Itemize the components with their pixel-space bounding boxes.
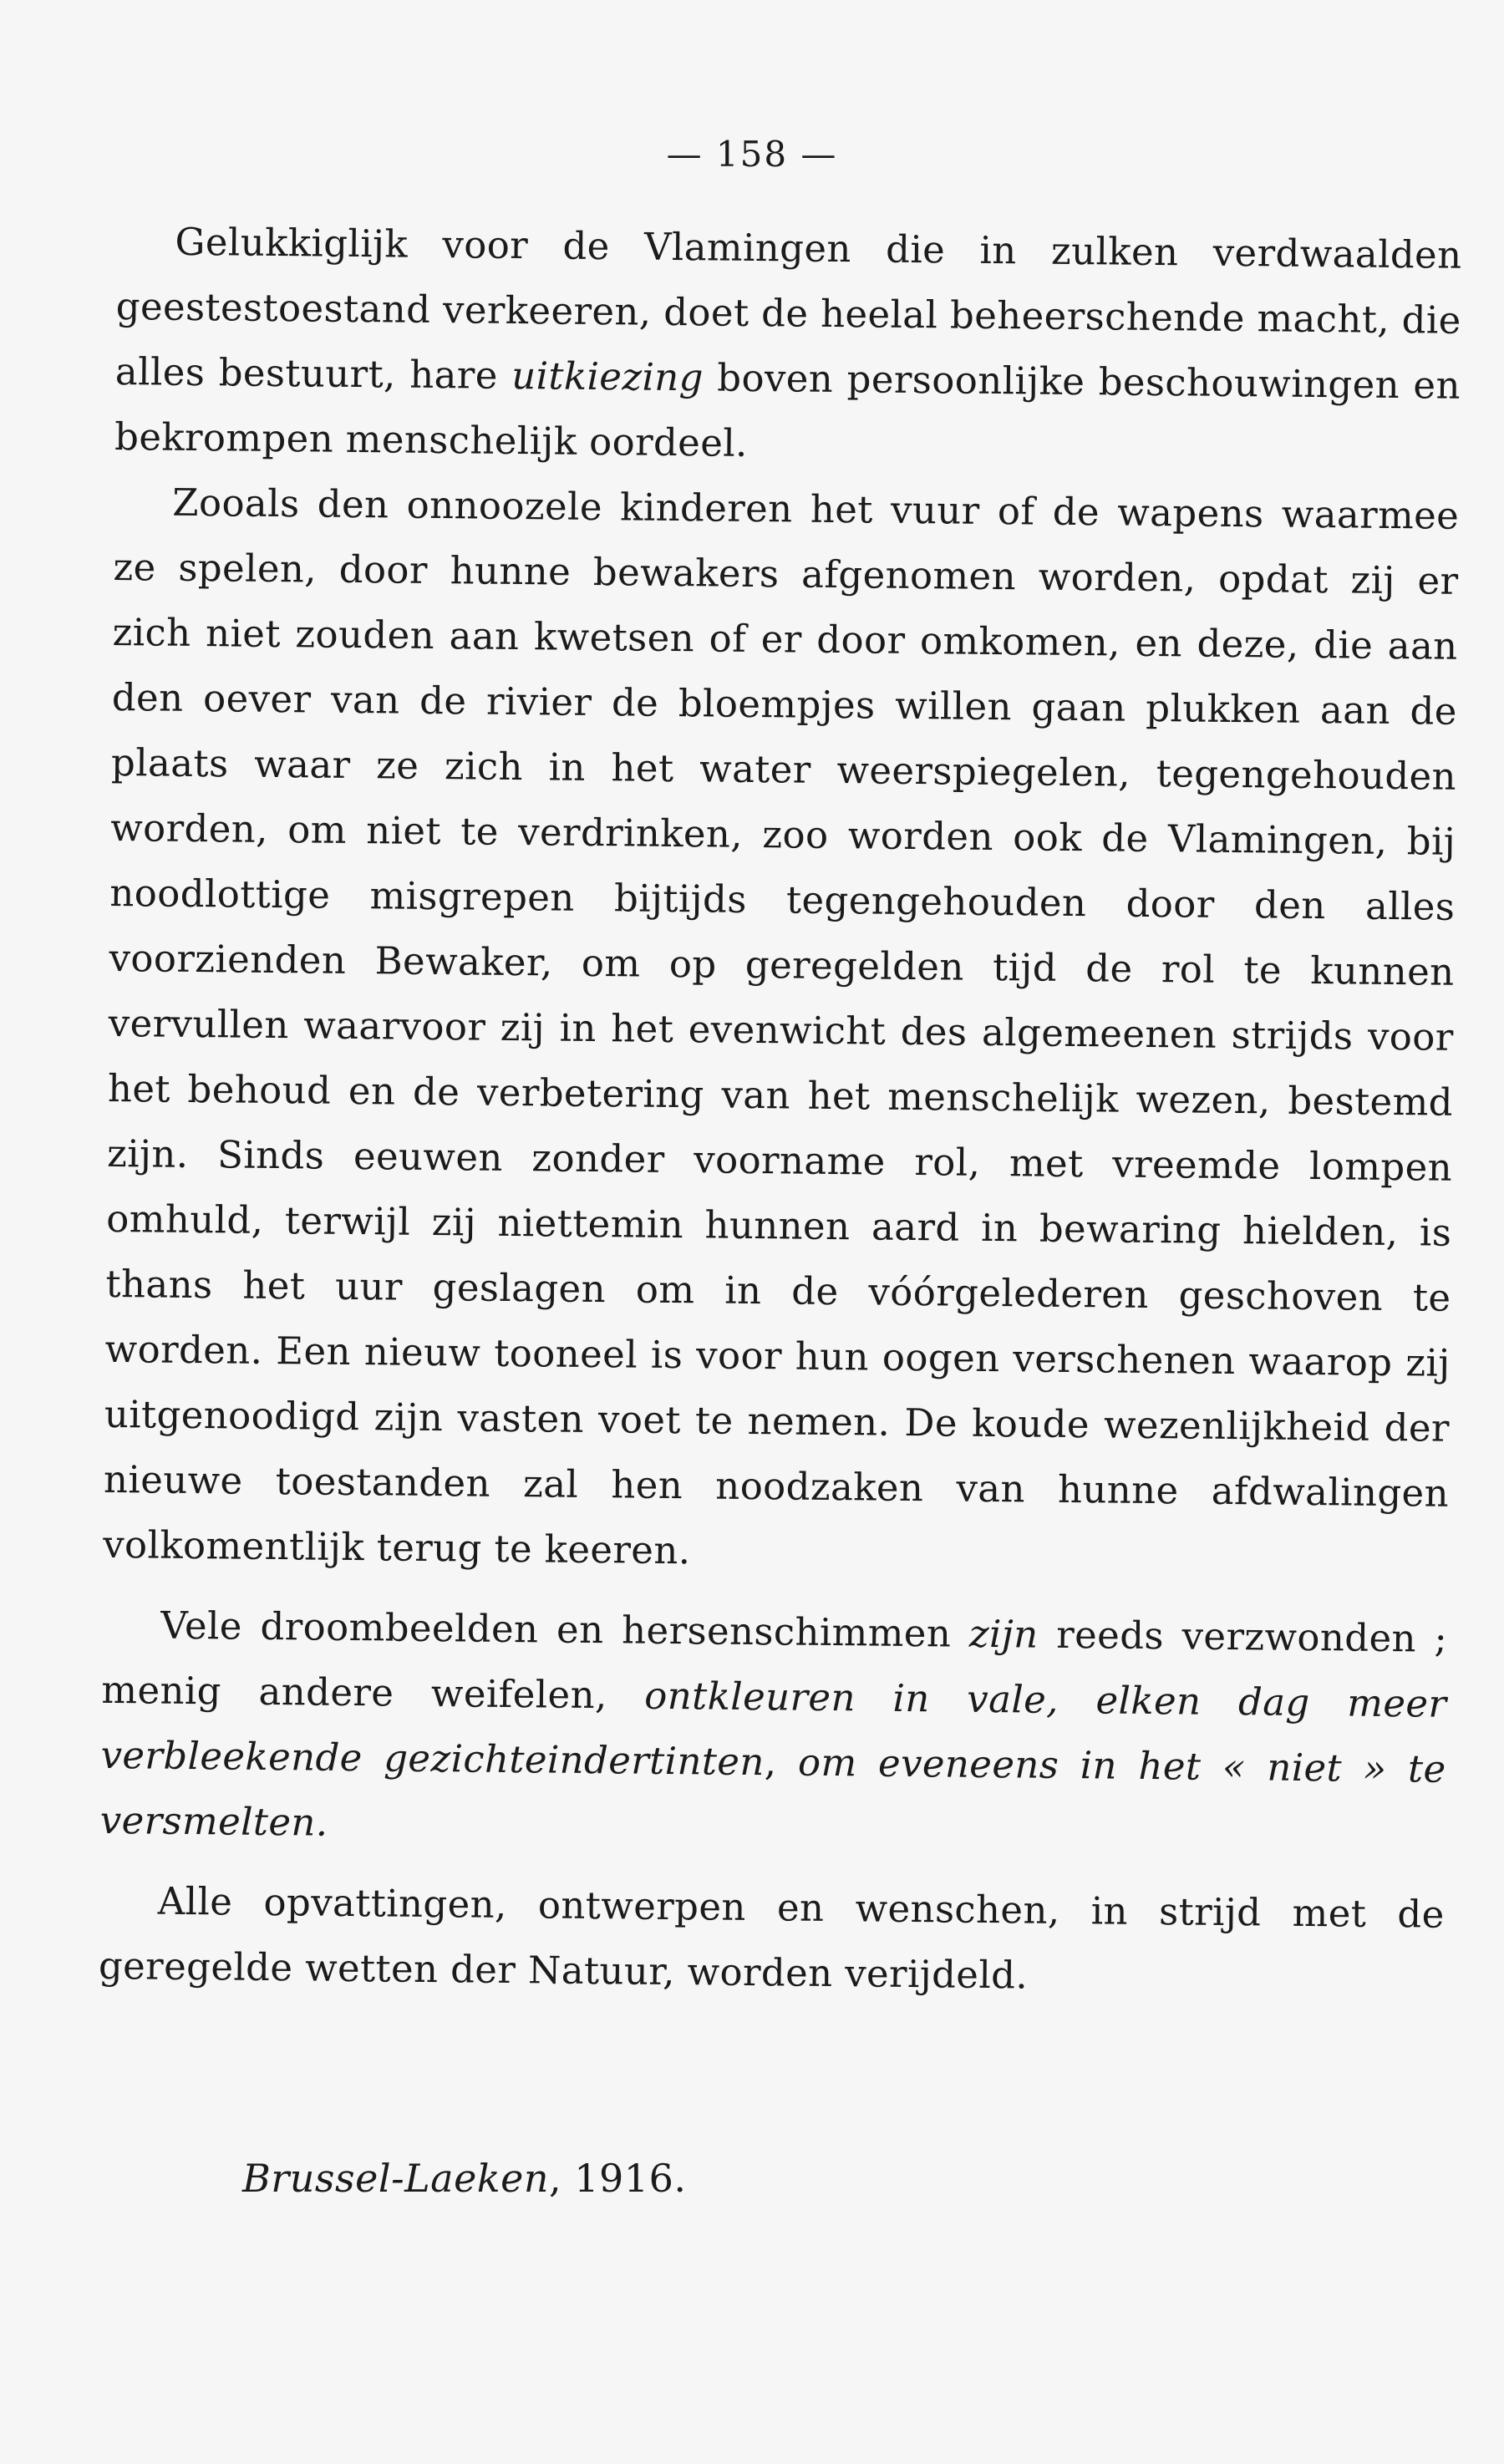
text-segment: , xyxy=(764,1740,799,1785)
text-segment: boven persoonlijke beschouwingen en bekrompen menschelijk oordeel. xyxy=(114,355,1461,465)
italic-segment: uitkiezing xyxy=(511,353,704,400)
paragraph-2 xyxy=(103,470,1460,1592)
italic-segment: om eveneens in het « niet » te versmelten. xyxy=(99,1740,1446,1845)
paragraph-1 xyxy=(114,209,1462,484)
signature-place: Brussel-Laeken xyxy=(242,2156,550,2201)
text-segment: Gelukkiglijk voor de Vlamingen die in zulken verdwaalden geestestoestand verkeeren, doet de heelal beheerschende macht, die alles bestuurt, hare xyxy=(114,219,1462,398)
body-text xyxy=(99,209,1462,2013)
text-segment: Alle opvattingen, ontwerpen en wenschen, in strijd met de geregelde wetten der Natuur, worden verijdeld. xyxy=(98,1878,1445,1998)
text-segment: Zooals den onnoozele kinderen het vuur of de wapens waarmee ze spelen, door hunne bewakers afgenomen worden, opdat zij er zich niet zouden aan kwetsen of er door omkomen, en deze, die aan den oever van de rivier de bloempjes willen gaan plukken aan de plaats waar ze zich in het water weerspiegelen, tegengehouden worden, om niet te verdrinken, zoo worden ook de Vlamingen, bij noodlottige misgrepen bijtijds tegengehouden door den alles voorzienden Bewaker, om op geregelden tijd de rol te kunnen vervullen waarvoor zij in het evenwicht des algemeenen strijds voor het behoud en de verbetering van het menschelijk wezen, bestemd zijn. Sinds eeuwen zonder voorname rol, met vreemde lompen omhuld, terwijl zij niettemin hunnen aard in bewaring hielden, is thans het uur geslagen om in de vóórgelederen geschoven te worden. Een nieuw tooneel is voor hun oogen verschenen waarop zij uitgenoodigd zijn vasten voet te nemen. De koude wezenlijkheid der nieuwe toestanden zal hen noodzaken van hunne afdwalingen volkomentlijk terug te keeren. xyxy=(102,480,1460,1573)
italic-segment: ontkleuren in vale, elken dag meer verbleekende gezichteindertinten xyxy=(100,1673,1447,1785)
paragraph-3 xyxy=(99,1593,1447,1867)
italic-segment: zijn xyxy=(968,1611,1039,1657)
text-segment: Vele droombeelden en hersenschimmen xyxy=(160,1603,970,1656)
page-number: — 158 — xyxy=(666,134,838,175)
signature-year: , 1916. xyxy=(549,2156,687,2201)
signature-line xyxy=(242,2156,686,2201)
text-segment: reeds verzwonden ; menig andere weifelen, xyxy=(101,1612,1448,1718)
paragraph-4 xyxy=(99,1868,1446,2013)
